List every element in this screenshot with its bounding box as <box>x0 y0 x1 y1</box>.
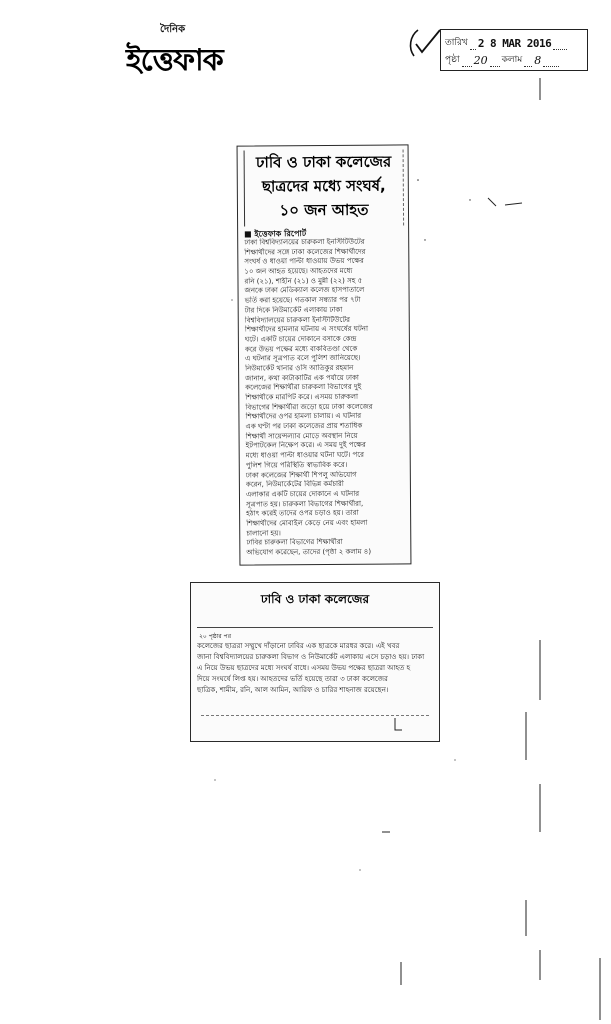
article-body-line: মধ্যে ধাওয়া পাল্টা ধাওয়ার ঘটনা ঘটে। পরে <box>245 450 364 460</box>
stamp-page-label: পৃষ্ঠা <box>445 55 460 65</box>
continuation-body-line: এ নিয়ে উভয় ছাত্রদের মধ্যে সংঘর্ষ বাধে। এসময় উভয় পক্ষের ছাত্ররা আহত হ <box>197 664 411 672</box>
stamp-column-label: কলাম <box>501 55 523 65</box>
article-body-line: অভিযোগ করেছেন, তাদের (পৃষ্ঠা ২ কলাম ৪) <box>246 547 372 557</box>
article-body-line: ঢাকা কলেজের শিক্ষার্থী শিপলু অভিযোগ <box>245 470 357 480</box>
article-body-line: শিক্ষার্থীদের সঙ্গে ঢাকা কলেজের শিক্ষার্থীদের <box>244 247 366 257</box>
continuation-jump-line: ২০ পৃষ্ঠার পর <box>199 633 232 640</box>
article-body-line: সূত্রপাত হয়। চারুকলা বিভাগের শিক্ষার্থীরা, <box>246 499 364 509</box>
stamp-date-row <box>445 33 583 50</box>
dotted-leader <box>470 41 476 50</box>
dotted-leader <box>553 41 567 50</box>
article-body-line: জনকে ঢাকা মেডিক্যাল কলেজ হাসপাতালে <box>244 286 365 295</box>
dotted-leader <box>524 58 532 67</box>
article-body-line: করেন, নিউমার্কেটের বিভিন্ন কর্মচারী <box>245 480 344 489</box>
headline-line: ছাত্রদের মধ্যে সংঘর্ষ, <box>261 176 386 196</box>
stamp-date-label: তারিখ <box>445 38 468 48</box>
dotted-leader <box>543 58 559 67</box>
article-body-line: শিক্ষার্থীদের ওপর হামলা চালায়। এ ঘটনার <box>245 412 362 421</box>
article-body-line: হঠাৎ করেই তাদের ওপর চড়াও হয়। তারা <box>246 509 359 518</box>
news-clipping-continuation <box>190 582 440 742</box>
article-body-line: চালানো হয়। <box>246 528 281 538</box>
article-body-line: এক ঘণ্টা পর ঢাকা কলেজের প্রায় শতাধিক <box>245 421 363 431</box>
article-body-line: শিক্ষার্থী সায়েন্সল্যাব মোড়ে অবস্থান নিয়ে <box>245 431 358 441</box>
scan-mark <box>505 203 522 205</box>
article-body-line: ইটপাটকেল নিক্ষেপ করে। এ সময় দুই পক্ষের <box>245 441 366 450</box>
article-body-line: নিউমার্কেট থানার ওসি আতিকুর রহমান <box>245 363 354 373</box>
stamp-column: 8 <box>534 54 542 67</box>
scan-speck <box>454 759 455 760</box>
newspaper-masthead: ইত্তেফাক <box>126 43 223 78</box>
masthead-prefix: দৈনিক <box>160 24 186 35</box>
article-body-line: শিক্ষার্থীদের হামলার ঘটনায় এ সংঘর্ষের ঘটনা <box>244 324 369 334</box>
stamp-date: 2 8 MAR 2016 <box>477 37 552 50</box>
scan-speck <box>424 239 425 240</box>
article-body-line: করে উভয় পক্ষের মধ্যে বাকবিতণ্ডা থেকে <box>244 344 358 354</box>
byline: ■ ইত্তেফাক রিপোর্ট <box>244 229 307 239</box>
continuation-body <box>197 641 433 699</box>
continuation-body-line: জানা বিশ্ববিদ্যালয়ের চারুকলা বিভাগ ও নিউমার্কেট এলাকায় এসে চড়াও হয়। ঢাকা <box>197 653 425 661</box>
continuation-body-line: ছাত্রিক, শামীম, রনি, আল আমিন, আরিফ ও চারির শাহনাজ রয়েছেন। <box>197 686 389 694</box>
scan-speck <box>469 199 470 200</box>
continuation-body-line: দিয়ে সংঘর্ষে লিপ্ত হয়। আহতদের ভর্তি হয়েছে তারা ৩ ঢাকা কলেজের <box>197 675 388 683</box>
article-body-line: ঘটে। একটি চায়ের দোকানে বসাকে কেন্দ্র <box>244 334 357 344</box>
article-body-line: পুলিশ গিয়ে পরিস্থিতি স্বাভাবিক করে। <box>245 460 348 470</box>
article-body-line: টার দিকে নিউমার্কেট এলাকায় ঢাকা <box>244 305 343 315</box>
headline-line: ১০ জন আহত <box>279 200 369 220</box>
article-body-line: জানান, কথা কাটাকাটির এক পর্যায়ে ঢাকা <box>245 373 359 383</box>
article-body-line: ঢাকা বিশ্ববিদ্যালয়ের চারুকলা ইনস্টিটিউটের <box>244 237 365 247</box>
article-body-line: শিক্ষার্থীদের মোবাইল কেড়ে নেয় এবং হামলা <box>246 518 368 528</box>
continuation-body-line: কলেজের ছাত্ররা সম্মুখে দাঁড়ানো ঢাবির এক ছাত্রকে মারধর করে। এই খবর <box>197 642 400 650</box>
scan-mark <box>488 198 496 206</box>
divider <box>201 715 429 716</box>
scan-speck <box>359 869 360 870</box>
tick-mark-icon <box>404 26 444 60</box>
divider <box>197 627 433 628</box>
archive-stamp <box>440 29 588 71</box>
article-body <box>244 237 406 560</box>
article-body-line: ঢাবির চারুকলা বিভাগের শিক্ষার্থীরা <box>246 538 343 547</box>
news-clipping-main <box>237 144 412 565</box>
stamp-page: 20 <box>473 54 488 67</box>
continuation-headline: ঢাবি ও ঢাকা কলেজের <box>260 592 370 606</box>
dotted-leader <box>490 58 500 67</box>
headline-line: ঢাবি ও ঢাকা কলেজের <box>255 152 392 172</box>
article-body-line: এ ঘটনার সূত্রপাত বলে পুলিশ জানিয়েছে। <box>244 353 361 363</box>
article-body-line: শিক্ষার্থীকে মারপিট করে। এসময় চারুকলা <box>245 392 359 402</box>
dotted-leader <box>462 58 472 67</box>
article-body-line: এলাকার একটি চায়ের দোকানে এ ঘটনার <box>245 489 360 499</box>
article-body-line: বিভাগের শিক্ষার্থীরা জড়ো হয়ে ঢাকা কলেজের <box>245 402 373 412</box>
article-body-line: ১০ জন আহত হয়েছে। আহতদের মধ্যে <box>244 266 353 276</box>
article-body-line: বিশ্ববিদ্যালয়ের চারুকলা ইনস্টিটিউটের <box>244 315 351 325</box>
scan-speck <box>231 299 232 300</box>
stamp-page-row <box>445 50 583 67</box>
article-body-line: কলেজের শিক্ষার্থীরা চারুকলা বিভাগের দুই <box>245 383 362 392</box>
article-body-line: সংঘর্ষ ও ধাওয়া পাল্টা ধাওয়ায় উভয় পক্ষের <box>244 257 364 266</box>
scan-speck <box>417 179 419 181</box>
scan-speck <box>214 779 215 780</box>
headline <box>244 149 405 226</box>
article-body-line: রনি (২১), শাহীন (২১) ও মুন্নী (২২) সহ ৫ <box>244 276 363 286</box>
article-body-line: ভর্তি করা হয়েছে। গতকাল সন্ধ্যার পর ৭টা <box>244 295 361 305</box>
